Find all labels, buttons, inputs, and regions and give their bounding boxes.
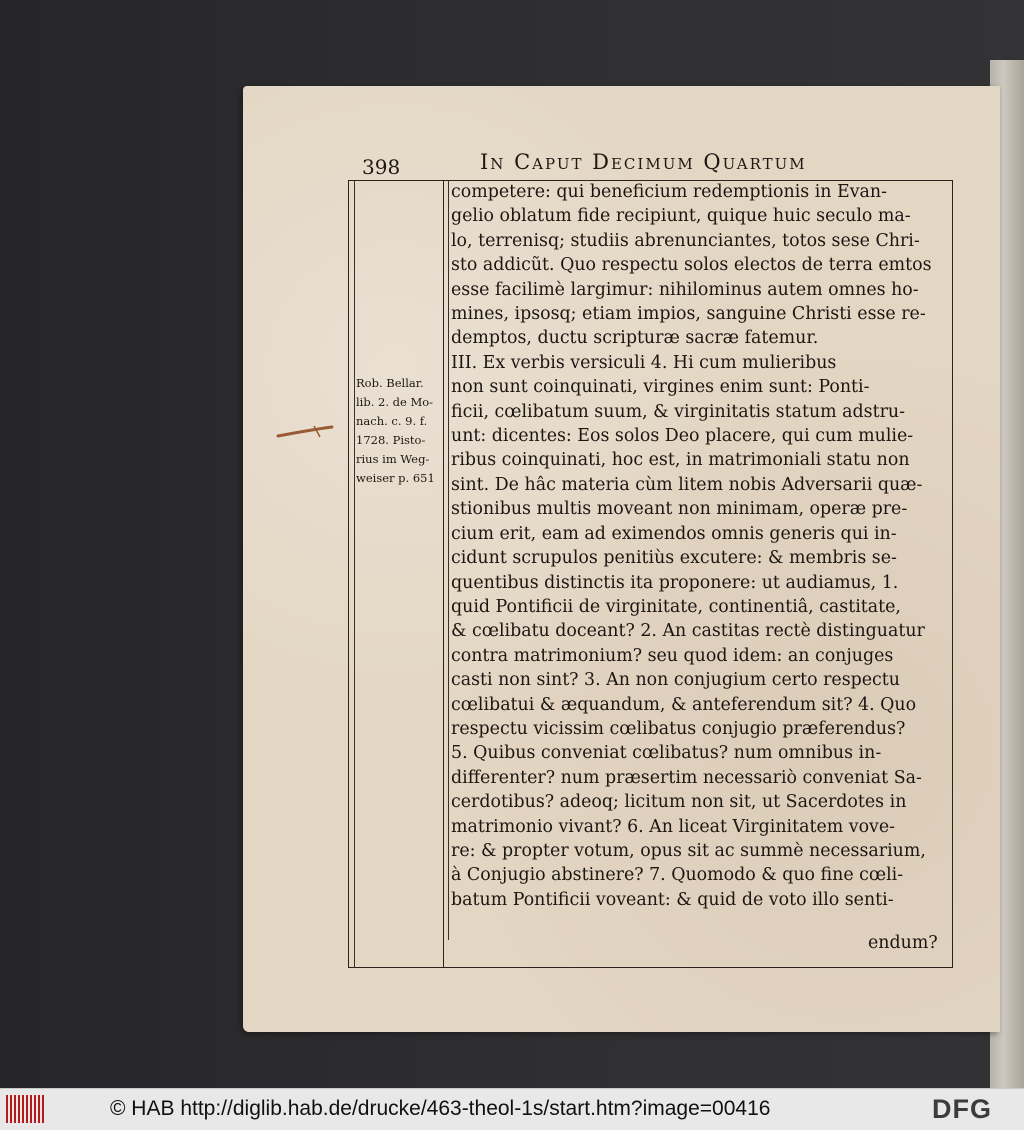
text-line: mines, ipsosq; etiam impios, sanguine Christi esse re- (451, 304, 926, 325)
column-rule (443, 180, 444, 968)
text-line: casti non sint? 3. An non conjugium certo respectu (451, 670, 900, 691)
margin-note-line: nach. c. 9. f. (356, 414, 428, 428)
text-line: re: & propter votum, opus sit ac summè necessarium, (451, 840, 926, 861)
margin-note-line: weiser p. 651 (356, 471, 435, 485)
text-line: matrimonio vivant? 6. An liceat Virginitatem vove- (451, 816, 896, 837)
column-rule-inner (448, 180, 449, 940)
text-line: stionibus multis moveant non minimam, operæ pre- (451, 499, 908, 520)
text-line: III. Ex verbis versiculi 4. Hi cum mulieribus (451, 352, 837, 373)
margin-note-line: rius im Weg- (356, 452, 430, 466)
text-line: respectu vicissim cœlibatus conjugio præferendus? (451, 718, 906, 739)
text-line: ficii, cœlibatum suum, & virginitatis statum adstru- (451, 401, 905, 422)
text-line: batum Pontificii voveant: & quid de voto illo senti- (451, 889, 894, 910)
text-line: sto addicũt. Quo respectu solos electos de terra emtos (451, 255, 932, 276)
footer-bar (0, 1088, 1024, 1130)
margin-rule (354, 180, 355, 968)
text-line: cœlibatui & æquandum, & anteferendum sit? 4. Quo (451, 694, 917, 715)
text-line: & cœlibatu doceant? 2. An castitas rectè distinguatur (451, 621, 925, 642)
text-line: 5. Quibus conveniat cœlibatus? num omnibus in- (451, 743, 882, 764)
page-number: 398 (362, 155, 401, 179)
text-line: cerdotibus? adeoq; licitum non sit, ut Sacerdotes in (451, 792, 907, 813)
pencil-annotation (276, 425, 334, 439)
text-line: cidunt scrupulos penitiùs excutere: & membris se- (451, 548, 897, 569)
text-line: ribus coinquinati, hoc est, in matrimoniali statu non (451, 450, 910, 471)
text-line: sint. De hâc materia cùm litem nobis Adversarii quæ- (451, 474, 923, 495)
body-text (451, 180, 951, 912)
text-line: cium erit, eam ad eximendos omnis generis qui in- (451, 523, 897, 544)
dfg-logo: DFG (932, 1094, 992, 1124)
text-line: esse facilimè largimur: nihilominus autem omnes ho- (451, 279, 919, 300)
text-line: competere: qui beneficium redemptionis in Evan- (451, 182, 887, 202)
text-line: quentibus distinctis ita proponere: ut audiamus, 1. (451, 572, 899, 593)
source-citation-link[interactable]: © HAB http://diglib.hab.de/drucke/463-theol-1s/start.htm?image=00416 (110, 1097, 771, 1120)
text-line: à Conjugio abstinere? 7. Quomodo & quo fine cœli- (451, 865, 904, 886)
hab-barcode-icon (6, 1095, 46, 1123)
text-line: contra matrimonium? seu quod idem: an conjuges (451, 645, 894, 666)
text-line: differenter? num præsertim necessariò conveniat Sa- (451, 767, 922, 788)
catchword: endum? (868, 933, 938, 953)
text-line: non sunt coinquinati, virgines enim sunt: Ponti- (451, 377, 870, 398)
text-line: demptos, ductu scripturæ sacræ fatemur. (451, 328, 819, 349)
margin-note-line: Rob. Bellar. (356, 376, 424, 390)
margin-note-line: lib. 2. de Mo- (356, 395, 434, 409)
margin-note-line: 1728. Pisto- (356, 433, 426, 447)
margin-note (356, 374, 442, 488)
text-line: gelio oblatum fide recipiunt, quique huic seculo ma- (451, 206, 911, 227)
text-line: lo, terrenisq; studiis abrenunciantes, totos sese Chri- (451, 230, 920, 251)
text-line: quid Pontificii de virginitate, continentiâ, castitate, (451, 596, 901, 617)
running-head: In Caput Decimum Quartum (480, 150, 807, 174)
text-line: unt: dicentes: Eos solos Deo placere, qui cum mulie- (451, 426, 914, 447)
